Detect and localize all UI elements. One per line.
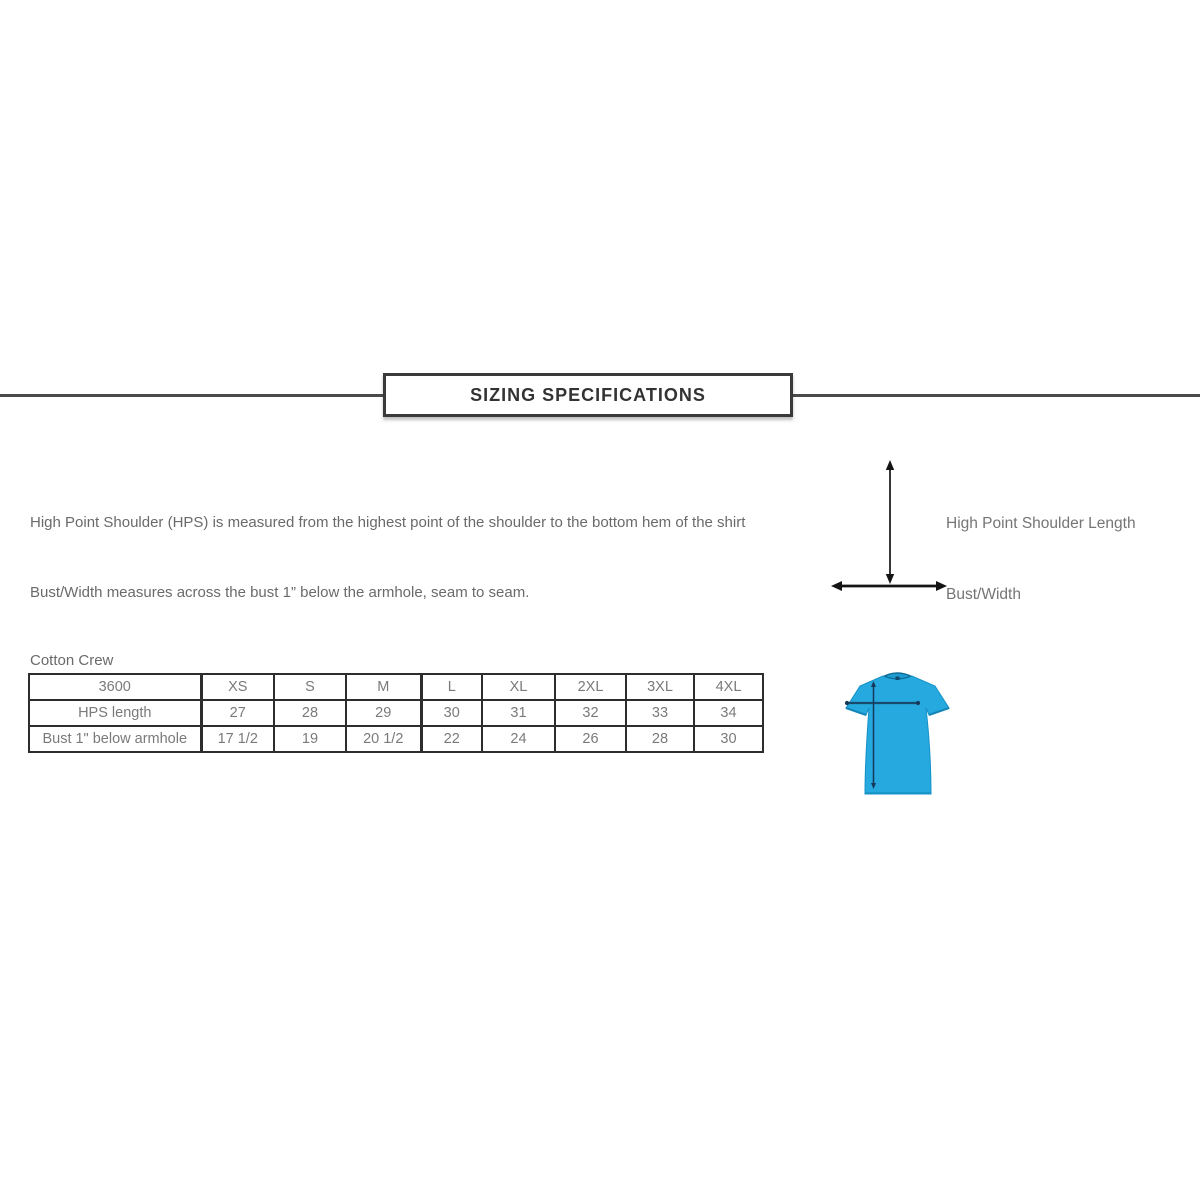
horizontal-arrow-head-left [831, 581, 842, 591]
data-cell: 19 [274, 726, 346, 752]
table-header-row [29, 674, 763, 700]
data-cell: 27 [201, 700, 274, 726]
section-title-box [383, 373, 793, 417]
header-cell: M [346, 674, 421, 700]
bust-description-text: Bust/Width measures across the bust 1” below the armhole, seam to seam. [30, 584, 530, 601]
data-cell: 32 [555, 700, 626, 726]
data-cell: 33 [626, 700, 694, 726]
data-cell: 28 [274, 700, 346, 726]
header-cell: L [421, 674, 482, 700]
table-row-hps-length [29, 700, 763, 726]
hps-description-text: High Point Shoulder (HPS) is measured from the highest point of the shoulder to the bottom hem of the shirt [30, 514, 746, 531]
data-cell: 22 [421, 726, 482, 752]
data-cell: 31 [482, 700, 555, 726]
header-cell: XL [482, 674, 555, 700]
data-cell: 26 [555, 726, 626, 752]
horizontal-arrow-head-right [936, 581, 947, 591]
header-cell: 3XL [626, 674, 694, 700]
header-cell: S [274, 674, 346, 700]
bust-arrow-label: Bust/Width [946, 586, 1021, 603]
data-cell: 30 [421, 700, 482, 726]
data-cell: 20 1/2 [346, 726, 421, 752]
header-cell-style: 3600 [29, 674, 201, 700]
data-cell: 28 [626, 726, 694, 752]
neck-label [896, 677, 900, 681]
data-cell: 29 [346, 700, 421, 726]
header-cell: 2XL [555, 674, 626, 700]
size-chart-table [28, 673, 764, 753]
header-cell: 4XL [694, 674, 763, 700]
row-label-cell: HPS length [29, 700, 201, 726]
hps-arrow-label: High Point Shoulder Length [946, 515, 1136, 532]
vertical-arrow-head-top [886, 460, 894, 470]
row-label-cell: Bust 1" below armhole [29, 726, 201, 752]
tshirt-body [846, 676, 949, 794]
header-cell: XS [201, 674, 274, 700]
data-cell: 34 [694, 700, 763, 726]
product-name-label: Cotton Crew [30, 652, 114, 669]
data-cell: 30 [694, 726, 763, 752]
table-row-bust [29, 726, 763, 752]
vertical-arrow-head-bottom [886, 574, 894, 584]
data-cell: 17 1/2 [201, 726, 274, 752]
tshirt-image [838, 662, 958, 802]
measurement-arrows-icon [826, 456, 954, 598]
data-cell: 24 [482, 726, 555, 752]
page-title: SIZING SPECIFICATIONS [470, 384, 706, 405]
